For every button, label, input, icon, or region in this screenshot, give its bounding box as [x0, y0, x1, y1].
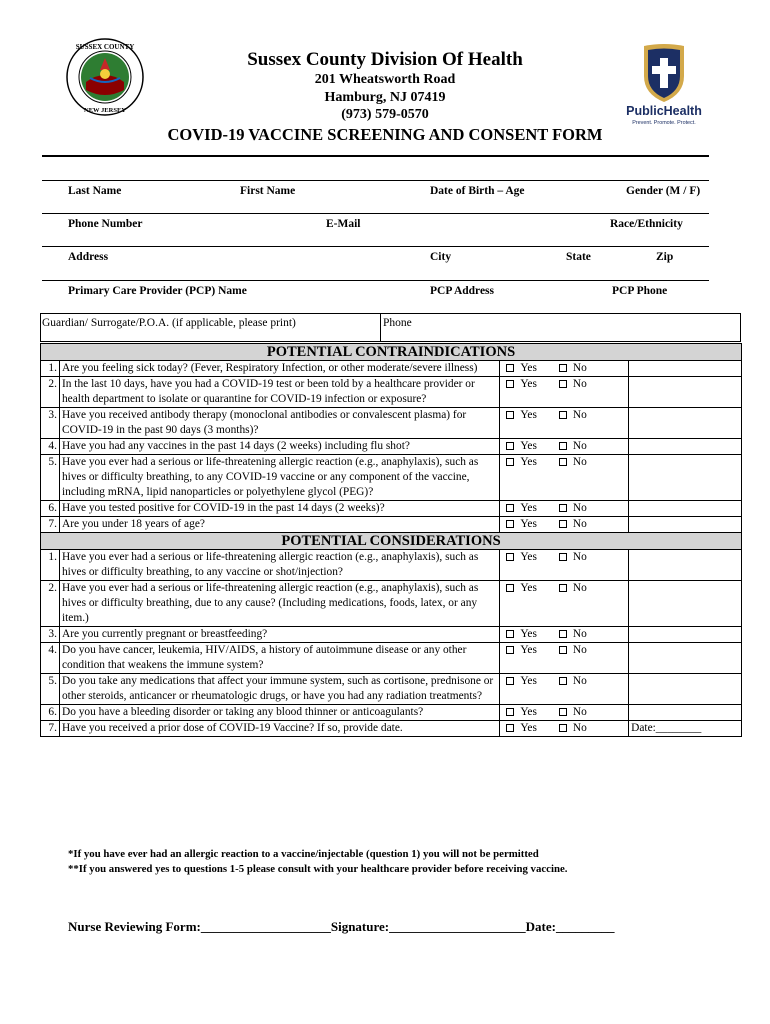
guardian-row[interactable]: [40, 313, 741, 342]
yes-checkbox[interactable]: [506, 520, 514, 528]
question-number: 4.: [41, 643, 60, 674]
no-checkbox[interactable]: [559, 677, 567, 685]
question-row: [41, 674, 742, 705]
no-label: No: [572, 551, 587, 563]
screening-table-body: [41, 344, 742, 737]
question-row: [41, 627, 742, 643]
question-number: 2.: [41, 377, 60, 408]
no-label: No: [572, 628, 587, 640]
no-checkbox[interactable]: [559, 584, 567, 592]
yes-label: Yes: [520, 456, 537, 468]
field-rule: [42, 246, 709, 247]
zip-label: Zip: [656, 251, 674, 263]
yes-label: Yes: [520, 706, 537, 718]
question-text: Have you received a prior dose of COVID-19 Vaccine? If so, provide date.: [59, 721, 499, 737]
yes-checkbox[interactable]: [506, 553, 514, 561]
no-checkbox[interactable]: [559, 504, 567, 512]
address-label: Address: [68, 251, 109, 263]
yes-label: Yes: [520, 675, 537, 687]
question-row: [41, 721, 742, 737]
yes-label: Yes: [520, 362, 537, 374]
no-checkbox[interactable]: [559, 724, 567, 732]
org-name: Sussex County Division Of Health: [247, 49, 523, 70]
notes-cell[interactable]: [629, 439, 742, 455]
no-checkbox[interactable]: [559, 646, 567, 654]
no-checkbox[interactable]: [559, 442, 567, 450]
question-text: Have you ever had a serious or life-threatening allergic reaction (e.g., anaphylaxis), such as hives or difficulty breathing, to any COVID-19 vaccine or any component of the vaccine, including mRNA, lipid nanoparticles or polyethylene glycol (PEG)?: [59, 455, 499, 501]
notes-cell[interactable]: [629, 705, 742, 721]
org-address: 201 Wheatsworth Road: [314, 72, 456, 87]
no-checkbox[interactable]: [559, 364, 567, 372]
yes-checkbox[interactable]: [506, 458, 514, 466]
question-row: [41, 581, 742, 627]
no-label: No: [572, 502, 587, 514]
form-title: COVID-19 VACCINE SCREENING AND CONSENT FORM: [167, 125, 603, 144]
section-header-row: [41, 344, 742, 361]
no-label: No: [572, 582, 587, 594]
no-checkbox[interactable]: [559, 630, 567, 638]
yes-checkbox[interactable]: [506, 380, 514, 388]
no-label: No: [572, 456, 587, 468]
question-number: 3.: [41, 408, 60, 439]
no-label: No: [572, 644, 587, 656]
question-number: 3.: [41, 627, 60, 643]
question-row: [41, 501, 742, 517]
question-row: [41, 377, 742, 408]
yes-checkbox[interactable]: [506, 630, 514, 638]
answer-cell: [500, 439, 629, 455]
no-checkbox[interactable]: [559, 380, 567, 388]
yes-label: Yes: [520, 551, 537, 563]
question-text: Have you received antibody therapy (monoclonal antibodies or convalescent plasma) for COVID-19 in the past 90 days (3 months)?: [59, 408, 499, 439]
no-checkbox[interactable]: [559, 458, 567, 466]
question-number: 4.: [41, 439, 60, 455]
notes-cell[interactable]: [629, 501, 742, 517]
answer-cell: [500, 643, 629, 674]
no-label: No: [572, 409, 587, 421]
yes-label: Yes: [520, 644, 537, 656]
notes-cell[interactable]: [629, 627, 742, 643]
answer-cell: [500, 361, 629, 377]
question-text: Do you take any medications that affect your immune system, such as cortisone, prednisone or other steroids, anticancer or rheumatologic drugs, or have you had any radiation treatments?: [59, 674, 499, 705]
guardian-divider: [380, 314, 381, 342]
signature-label: Signature:_____________________: [330, 919, 526, 934]
question-text: Do you have cancer, leukemia, HIV/AIDS, a history of autoimmune disease or any other condition that weakens the immune system?: [59, 643, 499, 674]
no-checkbox[interactable]: [559, 520, 567, 528]
question-row: [41, 643, 742, 674]
question-row: [41, 705, 742, 721]
answer-cell: [500, 455, 629, 501]
prior-dose-date-label: Date:________: [631, 722, 702, 734]
guardian-label: Guardian/ Surrogate/P.O.A. (if applicable, please print): [42, 317, 296, 329]
yes-label: Yes: [520, 440, 537, 452]
field-rule: [42, 180, 709, 181]
pcp-phone-label: PCP Phone: [612, 285, 668, 297]
no-checkbox[interactable]: [559, 708, 567, 716]
question-number: 2.: [41, 581, 60, 627]
question-number: 6.: [41, 501, 60, 517]
field-rule: [42, 213, 709, 214]
yes-checkbox[interactable]: [506, 364, 514, 372]
no-label: No: [572, 706, 587, 718]
no-label: No: [572, 378, 587, 390]
section-title: POTENTIAL CONTRAINDICATIONS: [41, 344, 742, 361]
footnote-1: *If you have ever had an allergic reaction to a vaccine/injectable (question 1) you will not be permitted: [68, 848, 539, 860]
yes-checkbox[interactable]: [506, 646, 514, 654]
notes-cell[interactable]: [629, 455, 742, 501]
yes-checkbox[interactable]: [506, 442, 514, 450]
question-row: [41, 550, 742, 581]
yes-label: Yes: [520, 409, 537, 421]
question-text: Have you ever had a serious or life-threatening allergic reaction (e.g., anaphylaxis), such as hives or difficulty breathing, due to any cause? (Including medications, foods, latex, or any item.): [59, 581, 499, 627]
answer-cell: [500, 674, 629, 705]
question-row: [41, 361, 742, 377]
answer-cell: [500, 377, 629, 408]
question-row: [41, 439, 742, 455]
state-label: State: [566, 251, 591, 263]
notes-cell[interactable]: [629, 550, 742, 581]
yes-label: Yes: [520, 502, 537, 514]
svg-text:NEW JERSEY: NEW JERSEY: [84, 107, 126, 114]
question-number: 6.: [41, 705, 60, 721]
answer-cell: [500, 721, 629, 737]
question-text: Are you currently pregnant or breastfeeding?: [59, 627, 499, 643]
nurse-signoff-line[interactable]: [68, 919, 614, 935]
notes-cell[interactable]: [629, 721, 742, 737]
answer-cell: [500, 581, 629, 627]
question-text: Do you have a bleeding disorder or taking any blood thinner or anticoagulants?: [59, 705, 499, 721]
notes-cell[interactable]: [629, 408, 742, 439]
svg-text:Prevent. Promote. Protect.: Prevent. Promote. Protect.: [632, 120, 696, 126]
screening-table: [40, 343, 742, 737]
yes-label: Yes: [520, 628, 537, 640]
dob-age-label: Date of Birth – Age: [430, 185, 525, 197]
question-text: In the last 10 days, have you had a COVID-19 test or been told by a healthcare provider or health department to isolate or quarantine for COVID-19 infection or exposure?: [59, 377, 499, 408]
city-label: City: [430, 251, 452, 263]
question-text: Have you had any vaccines in the past 14 days (2 weeks) including flu shot?: [59, 439, 499, 455]
question-row: [41, 408, 742, 439]
question-text: Are you feeling sick today? (Fever, Respiratory Infection, or other moderate/severe illness): [59, 361, 499, 377]
question-number: 7.: [41, 517, 60, 533]
svg-text:PublicHealth: PublicHealth: [626, 104, 702, 118]
first-name-label: First Name: [240, 185, 296, 197]
yes-label: Yes: [520, 378, 537, 390]
answer-cell: [500, 408, 629, 439]
notes-cell[interactable]: [629, 361, 742, 377]
yes-checkbox[interactable]: [506, 411, 514, 419]
pcp-name-label: Primary Care Provider (PCP) Name: [68, 285, 247, 297]
field-rule: [42, 280, 709, 281]
guardian-phone-label: Phone: [383, 317, 412, 329]
notes-cell[interactable]: [629, 581, 742, 627]
date-label: Date:_________: [525, 919, 615, 934]
yes-checkbox[interactable]: [506, 504, 514, 512]
section-header-row: [41, 533, 742, 550]
email-label: E-Mail: [326, 218, 361, 230]
answer-cell: [500, 550, 629, 581]
answer-cell: [500, 705, 629, 721]
no-label: No: [572, 675, 587, 687]
title-rule: [42, 155, 709, 157]
question-number: 5.: [41, 455, 60, 501]
last-name-label: Last Name: [68, 185, 122, 197]
gender-label: Gender (M / F): [626, 185, 701, 197]
pcp-address-label: PCP Address: [430, 285, 495, 297]
question-text: Have you ever had a serious or life-threatening allergic reaction (e.g., anaphylaxis), such as hives or difficulty breathing, to any vaccine or shot/injection?: [59, 550, 499, 581]
no-label: No: [572, 518, 587, 530]
no-label: No: [572, 722, 587, 734]
notes-cell[interactable]: [629, 674, 742, 705]
no-label: No: [572, 440, 587, 452]
phone-number-label: Phone Number: [68, 218, 143, 230]
yes-label: Yes: [520, 582, 537, 594]
answer-cell: [500, 501, 629, 517]
question-number: 5.: [41, 674, 60, 705]
yes-checkbox[interactable]: [506, 708, 514, 716]
yes-checkbox[interactable]: [506, 584, 514, 592]
nurse-reviewing-label: Nurse Reviewing Form:____________________: [68, 919, 331, 934]
question-number: 1.: [41, 550, 60, 581]
answer-cell: [500, 517, 629, 533]
org-phone: (973) 579-0570: [341, 107, 429, 122]
question-number: 1.: [41, 361, 60, 377]
org-city: Hamburg, NJ 07419: [324, 90, 446, 105]
yes-checkbox[interactable]: [506, 724, 514, 732]
no-label: No: [572, 362, 587, 374]
notes-cell[interactable]: [629, 643, 742, 674]
yes-label: Yes: [520, 518, 537, 530]
section-title: POTENTIAL CONSIDERATIONS: [41, 533, 742, 550]
answer-cell: [500, 627, 629, 643]
question-row: [41, 517, 742, 533]
footnote-2: **If you answered yes to questions 1-5 please consult with your healthcare provider before receiving vaccine.: [68, 863, 568, 875]
no-checkbox[interactable]: [559, 553, 567, 561]
svg-text:SUSSEX COUNTY: SUSSEX COUNTY: [75, 43, 135, 51]
question-row: [41, 455, 742, 501]
notes-cell[interactable]: [629, 517, 742, 533]
no-checkbox[interactable]: [559, 411, 567, 419]
race-ethnicity-label: Race/Ethnicity: [610, 218, 683, 230]
question-text: Have you tested positive for COVID-19 in the past 14 days (2 weeks)?: [59, 501, 499, 517]
notes-cell[interactable]: [629, 377, 742, 408]
question-number: 7.: [41, 721, 60, 737]
yes-label: Yes: [520, 722, 537, 734]
question-text: Are you under 18 years of age?: [59, 517, 499, 533]
yes-checkbox[interactable]: [506, 677, 514, 685]
